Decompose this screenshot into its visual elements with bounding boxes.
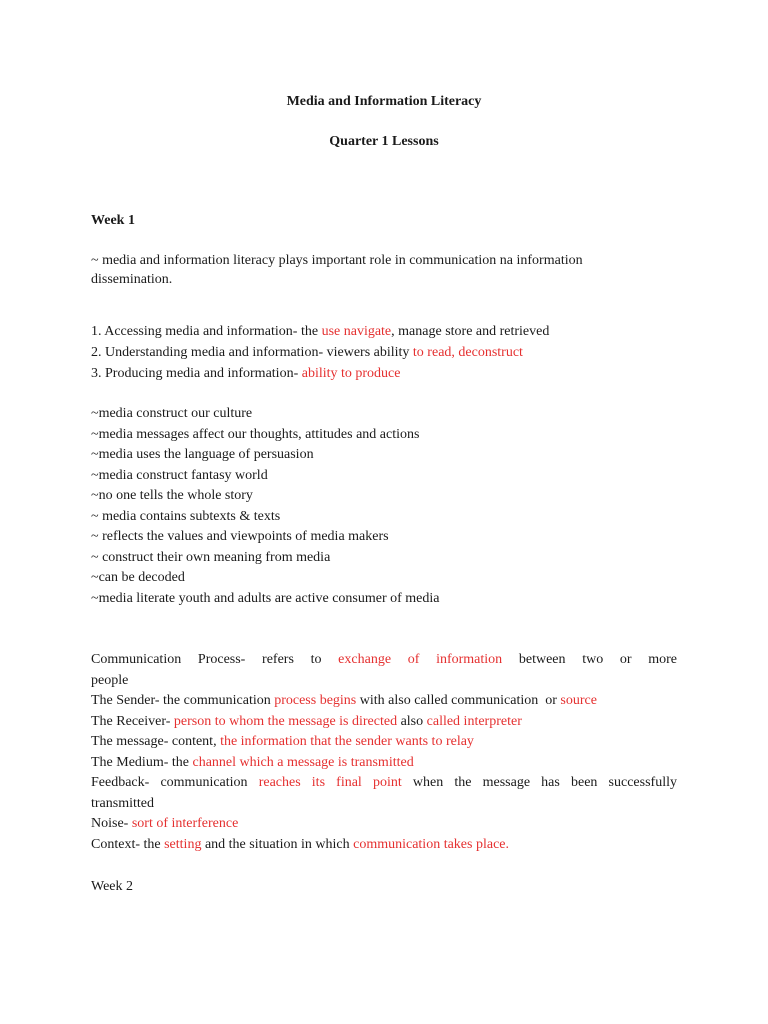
highlight-text: process begins [274,693,357,708]
list-item: ~can be decoded [91,570,185,585]
numbered-item-text: 2. Understanding media and information- viewers ability [91,345,413,360]
definition-text: Communication Process- refers to [91,652,339,667]
definition-text: and the situation in which [201,837,354,852]
document-subtitle: Quarter 1 Lessons [329,134,439,149]
highlight-text: source [560,693,597,708]
list-item: ~media messages affect our thoughts, attitudes and actions [91,427,420,442]
highlight-text: the information that the sender wants to relay [220,734,474,749]
intro-line-2: dissemination. [91,272,173,287]
highlight-text: channel which a message is transmitted [192,755,414,770]
communication-process-line-2: people [91,673,129,688]
definition-text: Noise- [91,816,132,831]
definition-text: The message- content, [91,734,221,749]
message-definition [91,732,474,752]
list-item: ~media construct fantasy world [91,468,268,483]
list-item: ~media construct our culture [91,406,253,421]
week-1-heading: Week 1 [91,213,135,228]
highlight-text: . [505,837,509,852]
definition-text: Feedback- communication [91,775,259,790]
numbered-item-text: 1. Accessing media and information- the [91,324,322,339]
highlight-text: to read, deconstruct [412,345,523,360]
numbered-item-2 [91,343,523,363]
highlight-text: sort of interference [131,816,239,831]
numbered-item-1 [91,322,549,342]
list-item: ~ reflects the values and viewpoints of media makers [91,529,389,544]
document-title: Media and Information Literacy [286,94,482,109]
highlight-text: exchange of information [338,652,503,667]
highlight-text: called interpreter [426,714,522,729]
definition-text: also [397,714,427,729]
highlight-text: person to whom the message is directed [173,714,398,729]
list-item: ~no one tells the whole story [91,488,253,503]
list-item: ~ media contains subtexts & texts [91,509,281,524]
list-item: ~media uses the language of persuasion [91,447,314,462]
list-item: ~media literate youth and adults are active consumer of media [91,591,440,606]
noise-definition [91,814,238,834]
highlight-text: setting [164,837,202,852]
highlight-text: communication takes place [353,837,506,852]
definition-text: The Receiver- [91,714,174,729]
definition-text: Context- the [91,837,165,852]
receiver-definition [91,712,522,732]
definition-text: with also called communication or [356,693,561,708]
numbered-item-3 [91,364,401,384]
medium-definition [91,753,414,773]
week-2-heading: Week 2 [91,879,134,894]
numbered-item-text: , manage store and retrieved [391,324,550,339]
intro-line-1: ~ media and information literacy plays important role in communication na information [91,253,583,268]
list-item: ~ construct their own meaning from media [91,550,331,565]
definition-text: between two or more [502,652,677,667]
definition-text: when the message has been successfully [401,775,677,790]
communication-process-line-1 [91,650,677,670]
feedback-definition-line-2: transmitted [91,796,154,811]
definition-text: The Sender- the communication [91,693,275,708]
sender-definition [91,691,597,711]
highlight-text: use navigate [321,324,392,339]
definition-text: The Medium- the [91,755,193,770]
numbered-item-text: 3. Producing media and information- [91,366,302,381]
feedback-definition-line-1 [91,773,677,793]
highlight-text: ability to produce [301,366,401,381]
highlight-text: reaches its final point [258,775,402,790]
context-definition [91,835,509,855]
